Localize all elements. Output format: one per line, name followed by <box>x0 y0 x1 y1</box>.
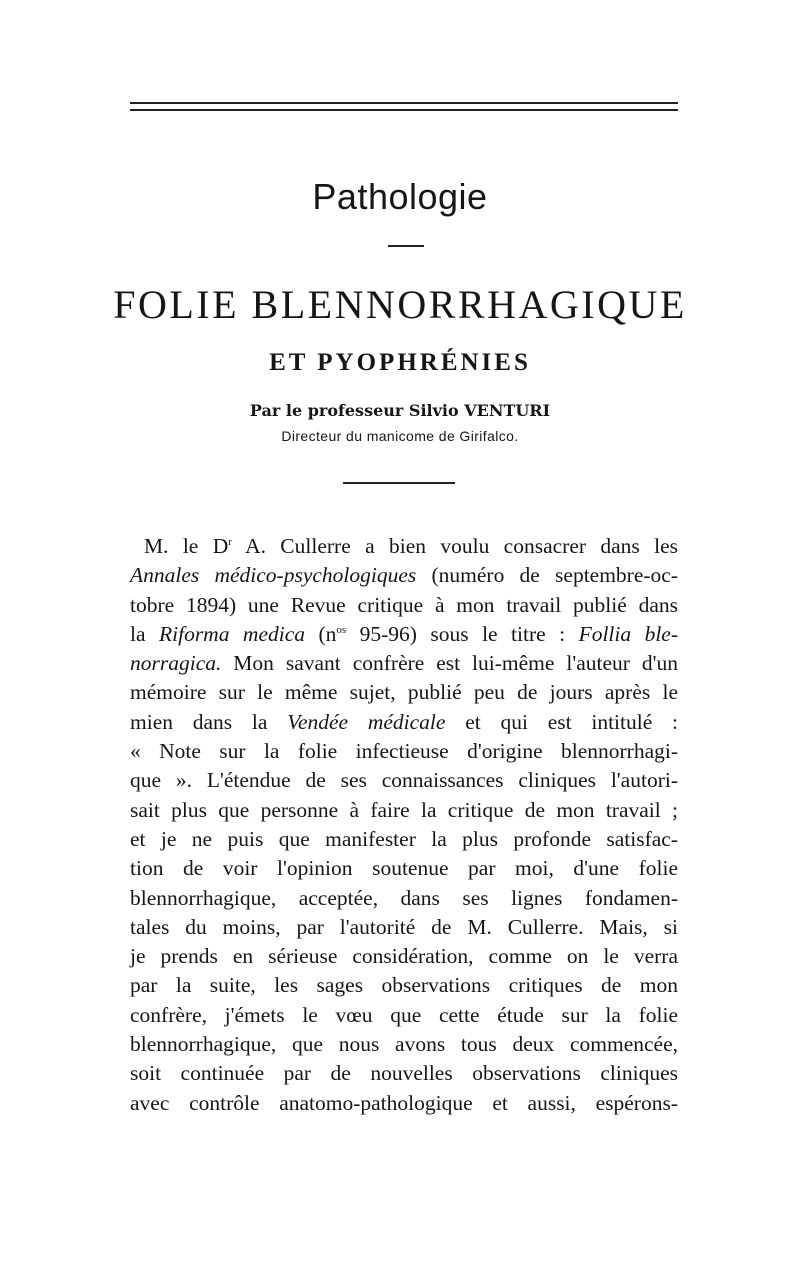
section-dash <box>388 245 424 247</box>
body-line: et je ne puis que manifester la plus profonde satisfac- <box>130 826 678 851</box>
body-line: tales du moins, par l'autorité de M. Cullerre. Mais, si <box>130 914 678 939</box>
work-title: Follia ble- <box>578 621 678 646</box>
body-line: que ». L'étendue de ses connaissances cliniques l'autori- <box>130 768 678 793</box>
top-double-rule-upper <box>130 102 678 104</box>
body-line: confrère, j'émets le vœu que cette étude sur la folie <box>130 1002 678 1027</box>
article-body <box>130 532 678 1118</box>
section-heading: Pathologie <box>312 176 488 217</box>
body-line: blennorrhagique, acceptée, dans ses lignes fondamen- <box>130 885 678 910</box>
body-line: avec contrôle anatomo-pathologique et aussi, espérons- <box>130 1090 678 1115</box>
body-line: Annales médico-psychologiques (numéro de septembre-oc- <box>130 563 678 588</box>
body-line: par la suite, les sages observations critiques de mon <box>130 973 678 998</box>
separator-rule <box>343 482 455 484</box>
body-line: la Riforma medica ($n^{os}$ 95-96) sous le titre : Follia ble- <box>130 621 678 646</box>
journal-title: Annales médico-psychologiques <box>130 563 417 588</box>
author-affiliation: Directeur du manicome de Girifalco. <box>281 428 519 444</box>
body-line: tion de voir l'opinion soutenue par moi, d'une folie <box>130 856 678 881</box>
body-line: je prends en sérieuse considération, comme on le verra <box>130 944 678 969</box>
body-line: tobre 1894) une Revue critique à mon travail publié dans <box>130 592 678 617</box>
body-line: mémoire sur le même sujet, publié peu de jours après le <box>130 680 678 705</box>
journal-title: Riforma medica <box>158 621 305 646</box>
article-subtitle: ET PYOPHRÉNIES <box>269 349 531 376</box>
body-line: norragica. Mon savant confrère est lui-même l'auteur d'un <box>130 651 678 676</box>
body-line: sait plus que personne à faire la critique de mon travail ; <box>130 797 678 822</box>
journal-title: Vendée médicale <box>287 709 446 734</box>
work-title: norragica. <box>130 651 222 676</box>
body-line: soit continuée par de nouvelles observations cliniques <box>130 1061 678 1086</box>
body-line: blennorrhagique, que nous avons tous deux commencée, <box>130 1032 678 1057</box>
body-line: M. le $D^r$ A. Cullerre a bien voulu consacrer dans les <box>144 534 678 558</box>
top-double-rule-lower <box>130 109 678 111</box>
body-line: « Note sur la folie infectieuse d'origine blennorrhagi- <box>130 739 678 764</box>
author-byline: Par le professeur Silvio VENTURI <box>249 401 551 420</box>
article-title: FOLIE BLENNORRHAGIQUE <box>113 282 687 327</box>
body-line: mien dans la Vendée médicale et qui est intitulé : <box>130 709 679 734</box>
